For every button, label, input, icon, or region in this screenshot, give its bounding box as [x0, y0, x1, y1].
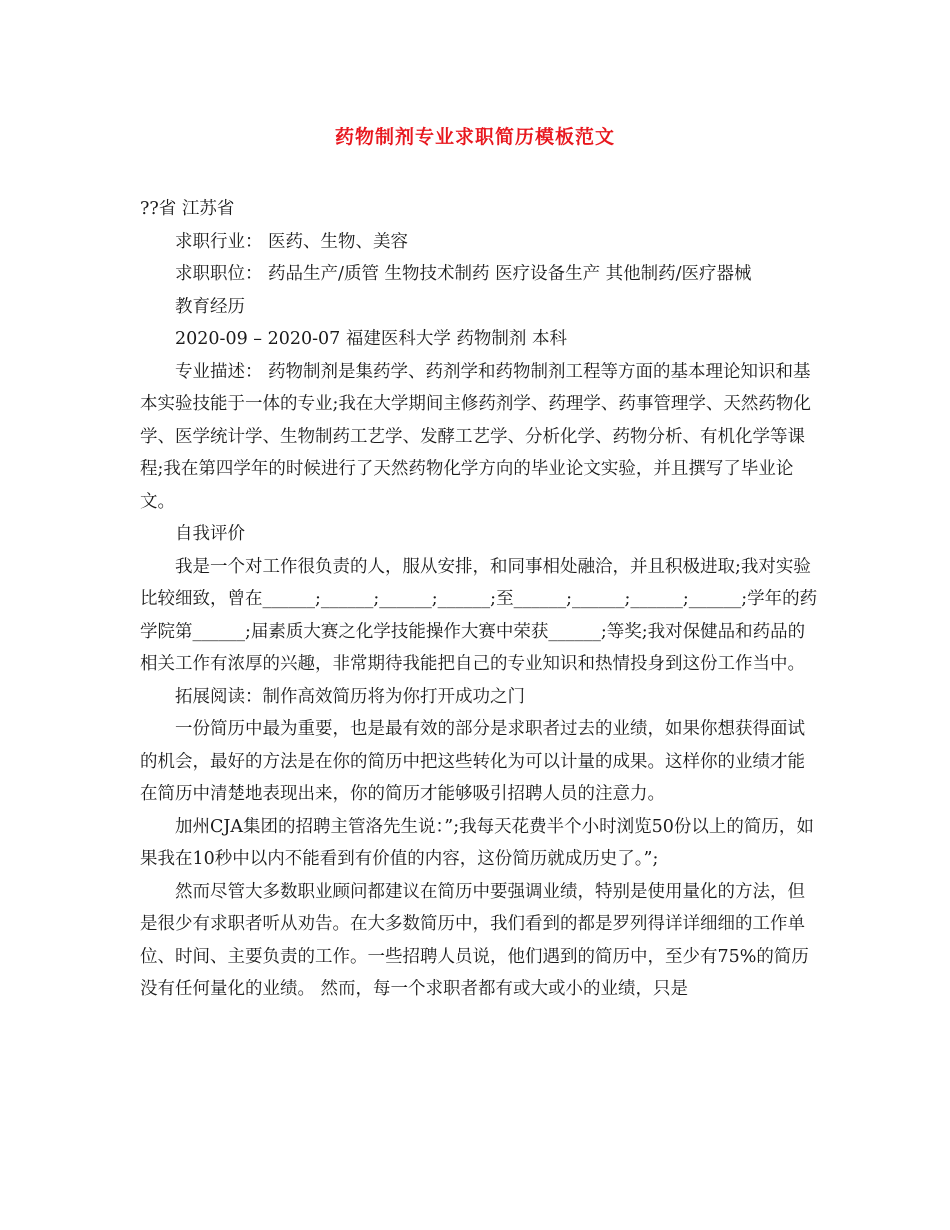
- paragraph-major-description: 专业描述： 药物制剂是集药学、药剂学和药物制剂工程等方面的基本理论知识和基本实验技能于一体的专业;我在大学期间主修药剂学、药理学、药事管理学、天然药物化学、医学统计学、生物制药工艺学、发酵工艺学、分析化学、药物分析、有机化学等课程;我在第四学年的时候进行了天然药物化学方向的毕业论文实验，并且撰写了毕业论文。: [140, 361, 811, 512]
- heading-self-evaluation: 自我评价: [175, 524, 245, 544]
- paragraph-education: 2020-09 – 2020-07 福建医科大学 药物制剂 本科: [175, 329, 567, 349]
- paragraph-location: ??省 江苏省: [140, 199, 235, 219]
- paragraph-reading-1: 一份简历中最为重要，也是最有效的部分是求职者过去的业绩，如果你想获得面试的机会，最好的方法是在你的简历中把这些转化为可以计量的成果。这样你的业绩才能在简历中清楚地表现出来，你的简历才能够吸引招聘人员的注意力。: [140, 719, 805, 804]
- paragraph-industry: 求职行业： 医药、生物、美容: [175, 231, 409, 252]
- document-body: [140, 193, 820, 1006]
- paragraph-self-evaluation: 我是一个对工作很负责的人，服从安排，和同事相处融洽，并且积极进取;我对实验比较细致，曾在______;______;______;______;至______;______;______;______;学年的药学院第______;届素质大赛之化学技能操作大赛中荣获______;等奖;我对保健品和药品的相关工作有浓厚的兴趣，非常期待我能把自己的专业知识和热情投身到这份工作当中。: [140, 556, 818, 674]
- paragraph-reading-2: 加州CJA集团的招聘主管洛先生说：”;我每天花费半个小时浏览50份以上的简历，如果我在10秒中以内不能看到有价值的内容，这份简历就成历史了。”;: [140, 816, 814, 869]
- heading-extended-reading: 拓展阅读：制作高效简历将为你打开成功之门: [175, 686, 525, 707]
- paragraph-reading-3: 然而尽管大多数职业顾问都建议在简历中要强调业绩，特别是使用量化的方法，但是很少有求职者听从劝告。在大多数简历中，我们看到的都是罗列得详详细细的工作单位、时间、主要负责的工作。一些招聘人员说，他们遇到的简历中，至少有75%的简历没有任何量化的业绩。 然而，每一个求职者都有或大或小的业绩，只是: [140, 881, 809, 999]
- paragraph-position: 求职职位： 药品生产/质管 生物技术制药 医疗设备生产 其他制药/医疗器械: [175, 264, 752, 284]
- document-title: 药物制剂专业求职简历模板范文: [334, 126, 615, 148]
- heading-education: 教育经历: [175, 296, 245, 317]
